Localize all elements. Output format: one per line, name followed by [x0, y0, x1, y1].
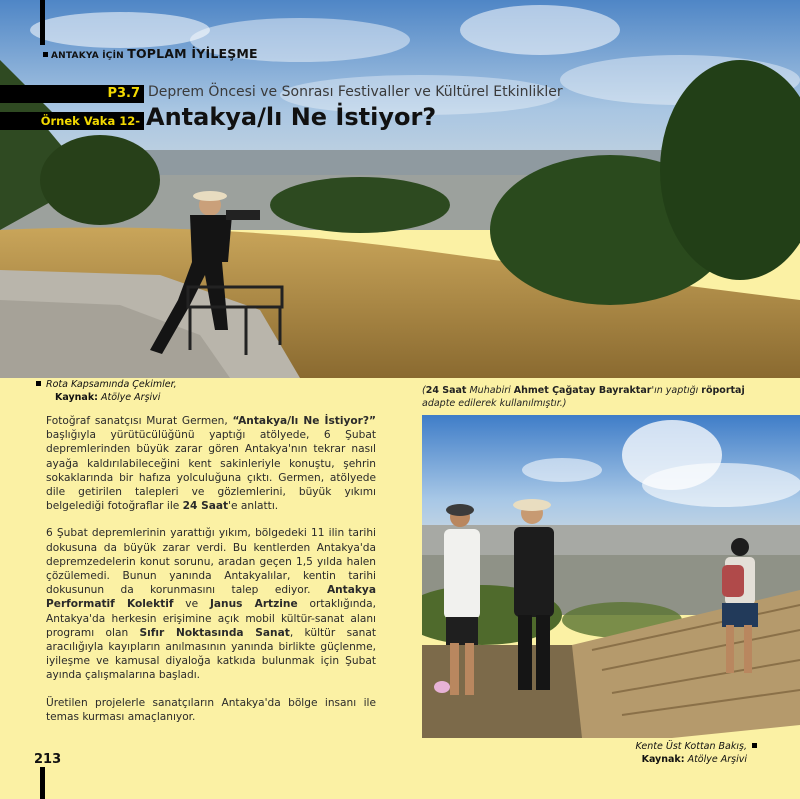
bottom-caption-source-label: Kaynak: [641, 754, 685, 765]
case-label: Örnek Vaka 12- [40, 114, 140, 128]
source-note-role: Muhabiri [466, 385, 514, 396]
p1-part-a: Fotoğraf sanatçısı Murat Germen, [46, 415, 233, 427]
source-note-end: adapte edilerek kullanılmıştır.) [422, 398, 567, 409]
bottom-caption-title: Kente Üst Kottan Bakış, [635, 741, 747, 752]
p2-org1: Antakya Performatif Kolektif [46, 584, 376, 611]
p2-program: Sıfır Noktasında Sanat [139, 626, 290, 639]
p2-part-d: , kültür sanat aracılığıyla kayıpların anılmasının yanında birlikte güçlenme, iyileşme ve kamusal diyaloğa katkıda bulunmak için Şubat ayında çalışmalarına başladı. [46, 626, 376, 682]
case-label-bar [0, 112, 144, 130]
case-title: Antakya/lı Ne İstiyor? [146, 103, 437, 131]
decorative-bar-bottom [40, 767, 45, 799]
p1-outlet: 24 Saat [182, 500, 229, 513]
decorative-bar-top [40, 0, 45, 45]
article-body [46, 414, 376, 737]
top-photo-caption [36, 378, 177, 404]
top-caption-source-label: Kaynak: [55, 392, 98, 403]
section-label-big: TOPLAM İYİLEŞME [127, 46, 258, 61]
page-number: 213 [34, 752, 62, 767]
p1-title: “Antakya/lı Ne İstiyor?” [232, 415, 376, 427]
source-note-outlet: 24 Saat [425, 385, 467, 396]
source-note-mid: 'ın yaptığı [651, 385, 702, 396]
p2-part-a: 6 Şubat depremlerinin yarattığı yıkım, bölgedeki 11 ilin tarihi dokusuna da büyük zarar verdi. Bu kentlerden Antakya'da depremzedelerin konut sorunu, aradan geçen 1,5 yılda halen çözülemedi. Bunun yanında Antakyalılar, kentin tarihi dokusunun da korunmasını talep ediyor. [46, 527, 376, 597]
chapter-code-bar [0, 85, 144, 103]
p2-org2: Janus Artzine [209, 598, 298, 611]
chapter-code: P3.7 [107, 86, 140, 101]
square-bullet-icon [43, 52, 48, 57]
p2-part-b: ve [173, 598, 210, 611]
source-note-name: Ahmet Çağatay Bayraktar [513, 385, 652, 396]
paragraph-1 [46, 414, 376, 513]
bottom-caption-source: Atölye Arşivi [687, 754, 747, 765]
bottom-photo-caption [636, 740, 757, 766]
square-bullet-icon [752, 743, 757, 748]
source-note-kind: röportaj [701, 385, 745, 396]
paragraph-2 [46, 526, 376, 682]
p2-part-c: ortaklığında, Antakya'da herkesin erişimine açık mobil kültür-sanat alanı programı olan [46, 598, 376, 639]
top-caption-source: Atölye Arşivi [101, 392, 161, 403]
section-label [43, 46, 258, 61]
section-label-small: ANTAKYA İÇİN [51, 51, 124, 61]
top-caption-title: Rota Kapsamında Çekimler, [46, 379, 177, 390]
p1-part-c: 'e anlattı. [228, 500, 279, 513]
square-bullet-icon [36, 381, 41, 386]
source-note-open: ( [422, 385, 426, 396]
p1-part-b: başlığıyla yürütücülüğünü yaptığı atölyede, 6 Şubat depremlerinden büyük zarar gören Antakya'nın tekrar nasıl ayağa kaldırılabileceğini kent sakinleriyle konuştu, şehrin sokaklarında bir hafıza yolculuğuna çıktı. Germen, atölyede dile getirilen talepleri ve gözlemlerini, büyük yıkımı belgelediği fotoğraflar ile [46, 429, 376, 513]
chapter-title: Deprem Öncesi ve Sonrası Festivaller ve Kültürel Etkinlikler [148, 84, 563, 100]
paragraph-3: Üretilen projelerle sanatçıların Antakya'da bölge insanı ile temas kurması amaçlanıyor. [46, 696, 376, 723]
source-note [422, 384, 777, 410]
bottom-photo [422, 415, 800, 738]
